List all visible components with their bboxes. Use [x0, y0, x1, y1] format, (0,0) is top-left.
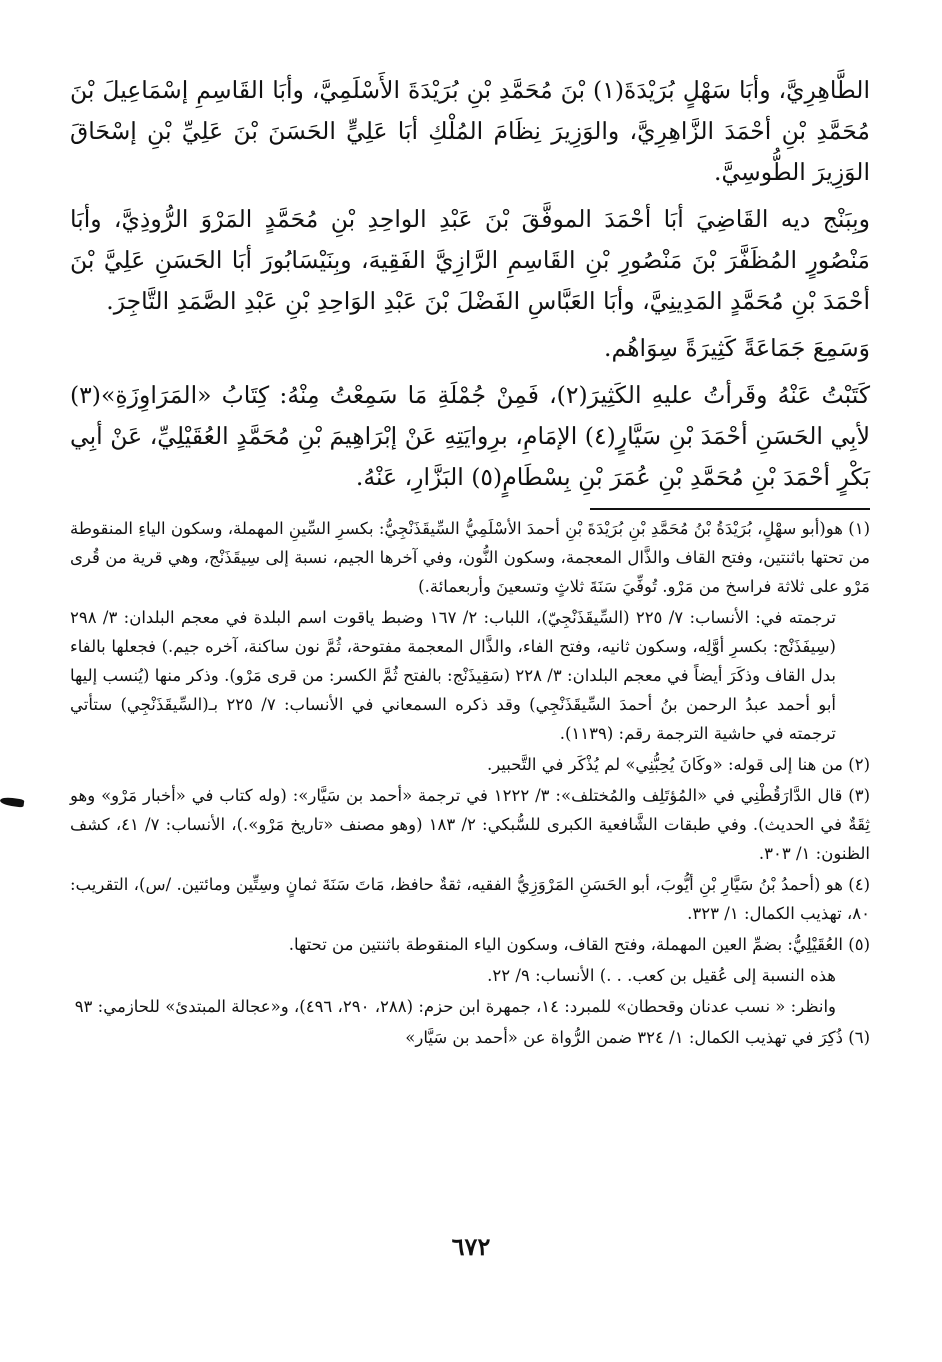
main-paragraph-4: كَتَبْتُ عَنْهُ وقَرأتُ عليهِ الكَثِيرَ(٢)، فَمِنْ جُمْلَةِ مَا سَمِعْتُ مِنْهُ: كِتَابُ «المَرَاوِزَةِ»(٣) لأبِي الحَسَنِ أحْمَدَ بْنِ سَيَّارٍ(٤) الإمَامِ، برِوايَتِهِ عَنْ إبْرَاهِيمَ بْنِ مُحَمَّدٍ العُقَيْلِيِّ، عَنْ أبِي بَكْرٍ أحْمَدَ بْنِ مُحَمَّدِ بْنِ عُمَرَ بْنِ بِسْطَامٍ(٥) البَزَّارِ، عَنْهُ. — [70, 381, 871, 491]
footnote-4: (٤) هو (أحمدُ بْنُ سَيَّارِ بْنِ أيُّوبَ، أبو الحَسَنِ المَرْوَزِيُّ الفقيه، ثقةٌ حافظ، مَاتَ سَنَةَ ثمانٍ وسِتِّين ومائتين. /س)، التقريب: ٨٠، تهذيب الكمال: ١/ ٣٢٣. — [70, 875, 870, 923]
main-paragraph-2: وبِبَنْج ديه القَاضِيَ أبَا أحْمَدَ الموفَّقَ بْنَ عَبْدِ الواحِدِ بْنِ مُحَمَّدٍ المَرْوَ الرُّوذِيَّ، وأبَا مَنْصُورٍ المُظَفَّرَ بْنَ مَنْصُورِ بْنِ القَاسِمِ الرَّازِيَّ الفَقِيهَ، وبِنَيْسَابُورَ أبَا الحَسَنِ عَلِيَّ بْنَ أحْمَدَ بْنِ مُحَمَّدٍ المَدِينِيَّ، وأبَا العَبَّاسِ الفَضْلَ بْنَ عَبْدِ الوَاحِدِ بْنِ عَبْدِ الصَّمَدِ التَّاجِرَ. — [70, 205, 870, 315]
footnote-1: (١) هو(أبو سهْلٍ، بُرَيْدَةُ بْنُ مُحَمَّدِ بْنِ بُرَيْدَةَ بْنِ أحمدَ الأسْلَمِيُّ السِّيقَذَنْجِيُّ: بكسرِ السِّينِ المهملة، وسكون الياءِ المنقوطة من تحتها باثنتين، وفتح القاف والذَّال المعجمة، وسكون النُّون، وفي آخرها الجيم، نسبة إلى سِيقَذَنْج، وهي قرية من قُرى مَرْو على ثلاثة فراسخ من مَرْو. تُوفِّيَ سَنَةَ ثلاثٍ وتسعينَ وأربعمائة.) — [70, 519, 870, 596]
page-body — [70, 70, 870, 1300]
footnote-3: (٣) قال الدَّارَقُطْنِي في «المُؤتَلِف والمُختلف»: ٣/ ١٢٢٢ في ترجمة «أحمد بن سَيَّار»: (وله كتاب في «أخبار مَرْو» وهو ثِقَةٌ في الحديث). وفي طبقات الشَّافعية الكبرى للسُّبكي: ٢/ ١٨٣ (وهو مصنف «تاريخ مَرْو».)، الأنساب: ٧/ ٤١، كشف الظنون: ١/ ٣٠٣. — [70, 786, 871, 863]
footnote-5: (٥) العُقَيْلِيُّ: بضمِّ العين المهملة، وفتح القاف، وسكون الياء المنقوطة باثنتين من تحتها. — [288, 935, 870, 954]
main-paragraph-3: وَسَمِعَ جَمَاعَةً كَثِيرَةً سِوَاهُم. — [604, 334, 870, 362]
footnote-5-see-also: وانظر: « نسب عدنان وقحطان» للمبرد: ١٤، جمهرة ابن حزم: (٢٨٨، ٢٩٠، ٤٩٦)، و«عجالة المبتدئ» للحازمي: ٩٣ — [74, 997, 836, 1016]
footnote-1-sources: ترجمته في: الأنساب: ٧/ ٢٢٥ (السِّيقَذَنْجِيّ)، اللباب: ٢/ ١٦٧ وضبط ياقوت اسم البلدة في معجم البلدان: ٣/ ٢٩٨ (سِيفَذَنْج: بكسرِ أوَّلِه، وسكون ثانيه، وفتح الفاء، والذَّال المعجمة مفتوحة، ثُمَّ نون ساكنة، آخره جيم.) فجعلها بالفاء بدل القاف وذكَرَ أيضاً في معجم البلدان: ٣/ ٢٢٨ (سَقِيذَنْج: بالفتح ثُمَّ الكسر: من قرى مَرْو). وذكر منها (يُنسب إليها أبو أحمد عبدُ الرحمن بنُ أحمدَ السِّيقَذَنْجِي) وقد ذكره السمعاني في الأنساب: ٧/ ٢٢٥ بـ(السِّيقَذَنْجِي) ستأتي ترجمته في حاشية الترجمة رقم: (١١٣٩). — [70, 608, 836, 743]
main-paragraph-1: الطَّاهِرِيَّ، وأبَا سَهْلٍ بُرَيْدَةَ(١) بْنَ مُحَمَّدِ بْنِ بُرَيْدَةَ الأَسْلَمِيَّ، وأبَا القَاسِمِ إسْمَاعِيلَ بْنَ مُحَمَّدِ بْنِ أحْمَدَ الزَّاهِرِيَّ، والوَزِيرَ نِظَامَ المُلْكِ أبَا عَلِيٍّ الحَسَنَ بْنَ عَلِيِّ بْنِ إسْحَاقَ الوَزِيرَ الطُّوسِيَّ. — [70, 76, 870, 186]
footnote-2: (٢) من هنا إلى قوله: «وكَانَ يُحِبُّنِي» لم يُذْكَر في التَّحبير. — [486, 755, 870, 774]
page-number: ٦٧٢ — [451, 1232, 491, 1261]
footnote-5-nisba: هذه النسبة إلى عُقيل بن كعب. . .) الأنساب: ٩/ ٢٢. — [487, 966, 836, 985]
footnotes — [70, 514, 870, 1052]
footnote-6: (٦) ذُكِرَ في تهذيب الكمال: ١/ ٣٢٤ ضمن الرُّواة عن «أحمد بن سَيَّار» — [405, 1028, 870, 1047]
footnote-separator — [590, 508, 870, 510]
margin-mark — [0, 796, 24, 807]
main-text — [70, 70, 870, 498]
